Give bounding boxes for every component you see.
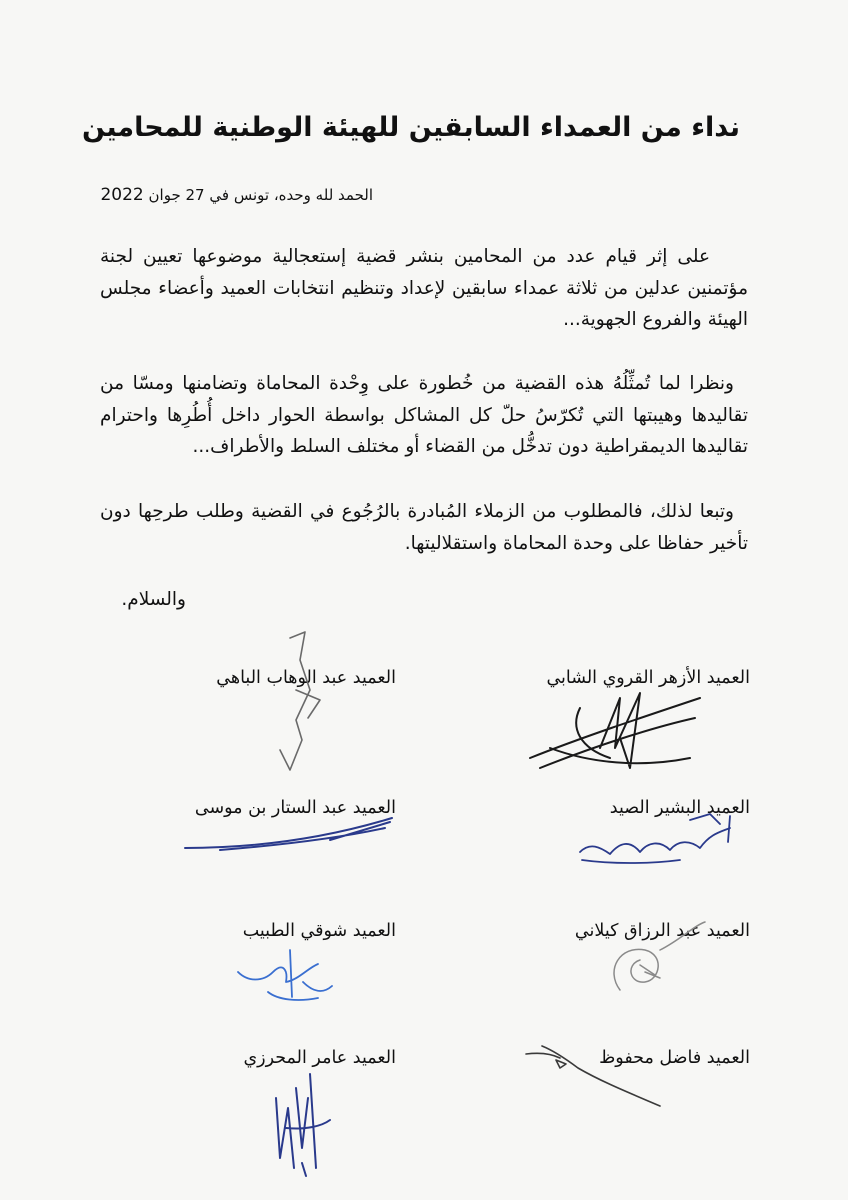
signature-black-line: [522, 1042, 662, 1112]
paragraph-3: [100, 496, 748, 559]
date-month: جوان: [148, 186, 181, 204]
letter-title: نداء من العمداء السابقين للهيئة الوطنية للمحامين: [82, 112, 740, 143]
closing-salutation: والسلام.: [121, 589, 186, 610]
paragraph-1: [100, 241, 748, 336]
signatory-name: العميد شوقي الطبيب: [242, 921, 396, 941]
signature-blue-stroke: [180, 810, 400, 860]
signature-gray-loop: [600, 920, 710, 1020]
date-prefix: الحمد لله وحده، تونس في: [209, 186, 373, 204]
signature-gray-scribble: [250, 630, 340, 780]
paragraph-3-text: وتبعا لذلك، فالمطلوب من الزملاء المُبادرة بالرُجُوع في القضية وطلب طرحِها دون تأخير حفاظا على وحدة المحاماة واستقلاليتها.: [100, 501, 748, 554]
paragraph-1-text: على إثر قيام عدد من المحامين بنشر قضية إستعجالية موضوعها تعيين لجنة مؤتمنين عدلين من ثلاثة عمداء سابقين لإعداد وتنظيم انتخابات العميد وأعضاء مجلس الهيئة والفروع الجهوية...: [100, 246, 748, 330]
signatory-name: العميد عامر المحرزي: [243, 1048, 396, 1068]
signatory-name: العميد فاضل محفوظ: [599, 1048, 750, 1068]
signature-black-scribble: [520, 688, 710, 780]
signature-blue-arabic-script: [570, 812, 740, 870]
signatory-name: العميد عبد الرزاق كيلاني: [574, 921, 750, 941]
letter-date: [100, 184, 373, 206]
signatory-name: العميد عبد الوهاب الباهي: [216, 668, 396, 688]
signatory-name: العميد عبد الستار بن موسى: [194, 798, 396, 818]
signature-navy-vertical: [266, 1068, 336, 1180]
signature-lightblue-scribble: [228, 942, 338, 1012]
paragraph-2: [100, 368, 748, 463]
date-day: 27: [185, 186, 205, 204]
date-year: 2022: [100, 185, 144, 205]
signatory-name: العميد الأزهر القروي الشابي: [546, 668, 750, 688]
paragraph-2-text: ونظرا لما تُمثِّلُهُ هذه القضية من خُطورة على وِحْدة المحاماة وتضامنها ومسّا من تقاليدها وهيبتها التي تُكرّسُ حلّ كل المشاكل بواسطة الحوار داخل أُطُرِها واحترام تقاليدها الديمقراطية دون تدخُّل من القضاء أو مختلف السلط والأطراف...: [100, 373, 748, 457]
signatory-name: العميد البشير الصيد: [609, 798, 750, 818]
